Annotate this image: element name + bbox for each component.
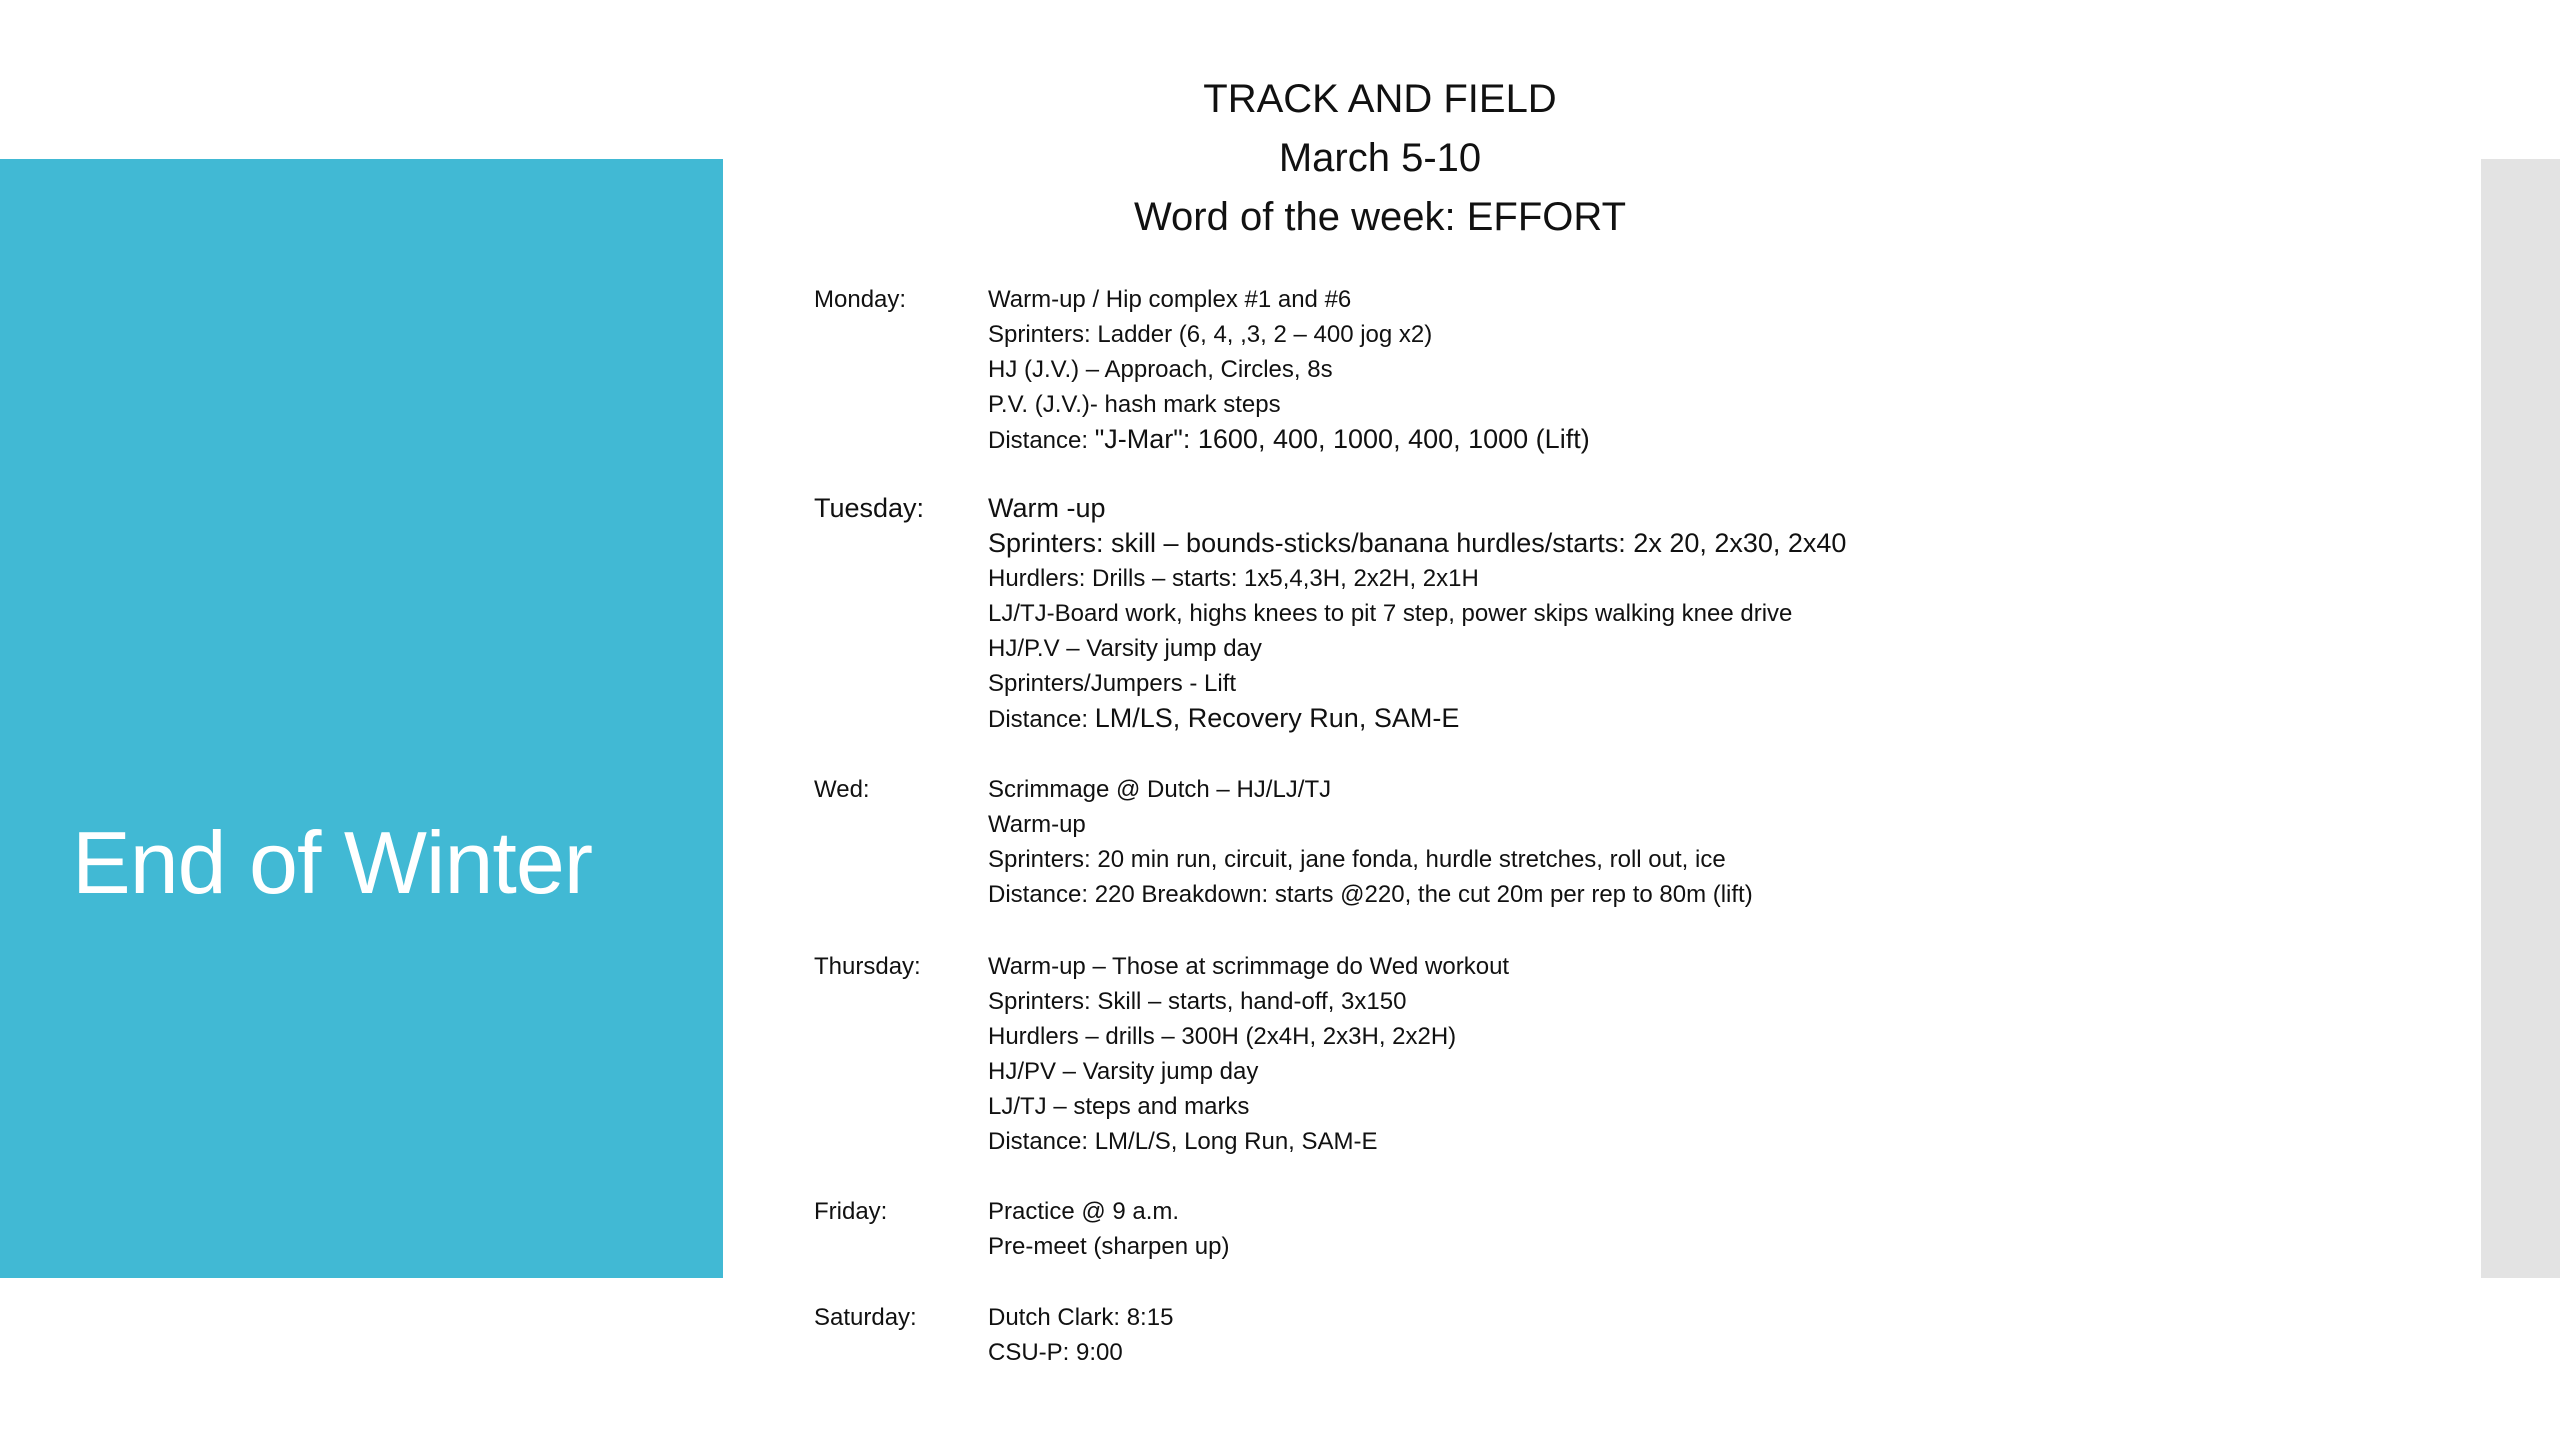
schedule-line: Sprinters/Jumpers - Lift	[988, 670, 1237, 697]
header-title: TRACK AND FIELD	[1203, 77, 1557, 121]
schedule-line: Sprinters: 20 min run, circuit, jane fonda, hurdle stretches, roll out, ice	[988, 846, 1726, 873]
schedule-line: Distance: LM/L/S, Long Run, SAM-E	[988, 1128, 1378, 1155]
title-panel	[0, 159, 723, 1278]
schedule-line: LJ/TJ – steps and marks	[988, 1093, 1250, 1120]
schedule-line: Practice @ 9 a.m.	[988, 1198, 1180, 1225]
day-label: Tuesday:	[814, 493, 925, 523]
schedule-line: Pre-meet (sharpen up)	[988, 1233, 1230, 1260]
schedule-line: Sprinters: skill – bounds-sticks/banana hurdles/starts: 2x 20, 2x30, 2x40	[988, 528, 1847, 558]
distance-detail: "J-Mar": 1600, 400, 1000, 400, 1000 (Lift)	[1094, 424, 1590, 454]
day-label: Thursday:	[814, 953, 921, 980]
schedule-line: Warm-up / Hip complex #1 and #6	[988, 286, 1352, 313]
header-dates: March 5-10	[1278, 136, 1482, 180]
schedule-line: Sprinters: Skill – starts, hand-off, 3x150	[988, 988, 1407, 1015]
schedule-line: Warm -up	[988, 493, 1106, 523]
schedule-line-distance	[988, 422, 1590, 457]
header-word-of-week: Word of the week: EFFORT	[1133, 195, 1626, 239]
day-lines	[988, 282, 1590, 457]
day-lines	[988, 1300, 1173, 1370]
schedule-line-distance	[988, 701, 1846, 736]
schedule-line: HJ/P.V – Varsity jump day	[988, 635, 1262, 662]
day-lines	[988, 949, 1509, 1159]
distance-prefix: Distance:	[988, 427, 1095, 454]
schedule-line: Warm-up	[988, 811, 1086, 838]
day-lines	[988, 772, 1753, 912]
schedule-line: HJ/PV – Varsity jump day	[988, 1058, 1259, 1085]
day-lines	[988, 1194, 1229, 1264]
slide-title: End of Winter	[72, 813, 593, 912]
schedule-line: Hurdlers – drills – 300H (2x4H, 2x3H, 2x2H)	[988, 1023, 1457, 1050]
schedule-line: P.V. (J.V.)- hash mark steps	[988, 391, 1281, 418]
schedule-line: Scrimmage @ Dutch – HJ/LJ/TJ	[988, 776, 1332, 803]
day-label: Saturday:	[814, 1304, 917, 1331]
day-label: Wed:	[814, 776, 870, 803]
day-label: Friday:	[814, 1198, 888, 1225]
distance-detail: LM/LS, Recovery Run, SAM-E	[1094, 703, 1460, 733]
schedule-line: CSU-P: 9:00	[988, 1339, 1123, 1366]
schedule-line: Dutch Clark: 8:15	[988, 1304, 1174, 1331]
schedule-line: Distance: 220 Breakdown: starts @220, the cut 20m per rep to 80m (lift)	[988, 881, 1753, 908]
document-header	[900, 70, 1860, 247]
schedule-line: Warm-up – Those at scrimmage do Wed workout	[988, 953, 1510, 980]
schedule-line: LJ/TJ-Board work, highs knees to pit 7 step, power skips walking knee drive	[988, 600, 1793, 627]
distance-prefix: Distance:	[988, 706, 1095, 733]
schedule-line: HJ (J.V.) – Approach, Circles, 8s	[988, 356, 1333, 383]
schedule-line: Sprinters: Ladder (6, 4, ,3, 2 – 400 jog x2)	[988, 321, 1433, 348]
right-edge-strip	[2481, 159, 2560, 1278]
day-label: Monday:	[814, 286, 907, 313]
day-lines	[988, 491, 1846, 736]
schedule-line: Hurdlers: Drills – starts: 1x5,4,3H, 2x2H, 2x1H	[988, 565, 1479, 592]
